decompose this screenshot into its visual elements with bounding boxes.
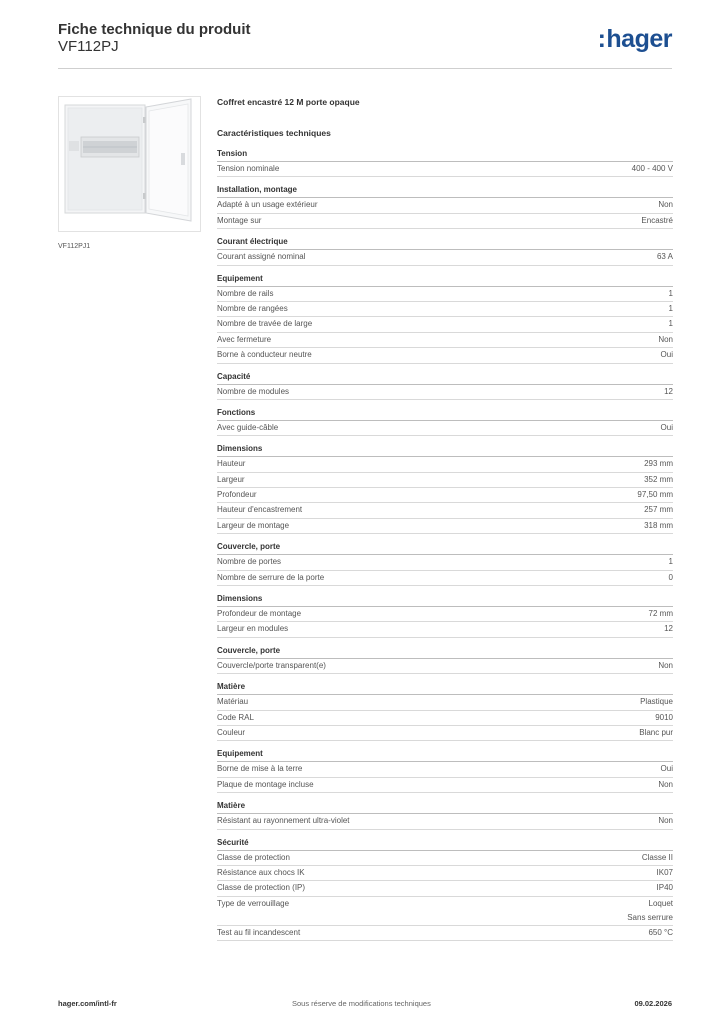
spec-value: 97,50 mm bbox=[637, 490, 673, 500]
spec-value: 72 mm bbox=[648, 609, 673, 619]
spec-group-title: Matière bbox=[217, 799, 673, 814]
spec-label: Hauteur bbox=[217, 459, 246, 469]
footer-notice: Sous réserve de modifications techniques bbox=[292, 999, 431, 1008]
spec-value: 400 - 400 V bbox=[631, 164, 673, 173]
spec-label: Classe de protection bbox=[217, 852, 290, 862]
spec-group-title: Dimensions bbox=[217, 592, 673, 607]
spec-label: Nombre de travée de large bbox=[217, 319, 313, 329]
spec-label: Nombre de serrure de la porte bbox=[217, 572, 325, 582]
spec-row bbox=[217, 302, 673, 317]
spec-group bbox=[217, 680, 673, 741]
spec-group-title: Fonctions bbox=[217, 406, 673, 421]
spec-row bbox=[217, 607, 673, 622]
spec-row bbox=[217, 214, 673, 229]
spec-label: Borne à conducteur neutre bbox=[217, 350, 312, 360]
spec-label: Adapté à un usage extérieur bbox=[217, 200, 318, 210]
spec-value: Oui bbox=[660, 764, 673, 774]
section-heading: Caractéristiques techniques bbox=[217, 128, 331, 138]
spec-group-title: Equipement bbox=[217, 747, 673, 762]
specification-table bbox=[217, 95, 673, 941]
spec-group bbox=[217, 592, 673, 638]
spec-group-title: Couvercle, porte bbox=[217, 540, 673, 555]
spec-group bbox=[217, 406, 673, 436]
spec-value: 0 bbox=[668, 572, 673, 582]
spec-value: 1 bbox=[668, 557, 673, 567]
image-caption: VF112PJ1 bbox=[58, 243, 91, 250]
spec-value: Non bbox=[658, 200, 673, 210]
spec-row bbox=[217, 457, 673, 472]
spec-label: Nombre de modules bbox=[217, 386, 290, 396]
spec-label: Largeur bbox=[217, 474, 245, 484]
spec-label: Profondeur bbox=[217, 490, 257, 500]
spec-value: Encastré bbox=[641, 215, 673, 225]
product-reference: VF112PJ bbox=[58, 38, 119, 55]
spec-value: IK07 bbox=[656, 867, 673, 877]
footer-date: 09.02.2026 bbox=[634, 999, 672, 1008]
spec-group bbox=[217, 836, 673, 942]
spec-label: Code RAL bbox=[217, 712, 254, 722]
spec-group-title: Couvercle, porte bbox=[217, 644, 673, 659]
spec-row bbox=[217, 622, 673, 637]
spec-row bbox=[217, 711, 673, 726]
spec-row bbox=[217, 866, 673, 881]
spec-group-title: Matière bbox=[217, 680, 673, 695]
spec-row bbox=[217, 926, 673, 941]
spec-row bbox=[217, 555, 673, 570]
spec-value: 293 mm bbox=[644, 459, 673, 469]
spec-value: 63 A bbox=[656, 252, 673, 262]
spec-group bbox=[217, 147, 673, 177]
spec-value: 257 mm bbox=[644, 505, 673, 515]
spec-group bbox=[217, 747, 673, 793]
product-name: Coffret encastré 12 M porte opaque bbox=[217, 97, 360, 107]
spec-value: Oui bbox=[660, 350, 673, 360]
spec-row bbox=[217, 762, 673, 777]
spec-row bbox=[217, 519, 673, 534]
spec-value: Classe II bbox=[641, 852, 673, 862]
enclosure-product-photo-icon bbox=[59, 97, 200, 231]
spec-label: Nombre de rangées bbox=[217, 303, 288, 313]
spec-value: IP40 bbox=[656, 883, 673, 893]
hager-logo bbox=[598, 27, 672, 52]
spec-row bbox=[217, 488, 673, 503]
spec-label: Matériau bbox=[217, 697, 249, 707]
spec-row bbox=[217, 695, 673, 710]
spec-group-title: Courant électrique bbox=[217, 235, 673, 250]
document-title: Fiche technique du produit bbox=[58, 21, 251, 38]
spec-group-title: Installation, montage bbox=[217, 183, 673, 198]
spec-label: Nombre de portes bbox=[217, 557, 282, 567]
spec-group-title: Dimensions bbox=[217, 442, 673, 457]
spec-row bbox=[217, 317, 673, 332]
spec-value: Non bbox=[658, 334, 673, 344]
spec-value: Loquet Sans serrure bbox=[627, 898, 673, 922]
spec-label: Classe de protection (IP) bbox=[217, 883, 306, 893]
spec-value: 318 mm bbox=[644, 520, 673, 530]
spec-label: Type de verrouillage bbox=[217, 898, 290, 908]
spec-row bbox=[217, 726, 673, 741]
spec-label: Montage sur bbox=[217, 215, 262, 225]
spec-value: 12 bbox=[664, 386, 673, 396]
spec-label: Résistant au rayonnement ultra-violet bbox=[217, 816, 350, 826]
spec-groups bbox=[217, 147, 673, 941]
spec-group bbox=[217, 540, 673, 586]
spec-label: Plaque de montage incluse bbox=[217, 779, 314, 789]
spec-label: Courant assigné nominal bbox=[217, 252, 306, 262]
spec-row bbox=[217, 814, 673, 829]
footer-website: hager.com/intl-fr bbox=[58, 999, 117, 1008]
spec-value: Blanc pur bbox=[639, 727, 673, 737]
spec-label: Largeur en modules bbox=[217, 624, 289, 634]
spec-label: Nombre de rails bbox=[217, 288, 274, 298]
spec-value: Oui bbox=[660, 422, 673, 432]
spec-label: Couleur bbox=[217, 727, 246, 737]
spec-label: Avec guide-câble bbox=[217, 422, 279, 432]
spec-row bbox=[217, 421, 673, 436]
logo-colon-icon: : bbox=[597, 25, 606, 53]
spec-value: Non bbox=[658, 779, 673, 789]
spec-value: 1 bbox=[668, 288, 673, 298]
spec-row bbox=[217, 473, 673, 488]
spec-group-title: Equipement bbox=[217, 272, 673, 287]
spec-group bbox=[217, 272, 673, 364]
spec-row bbox=[217, 348, 673, 363]
spec-label: Test au fil incandescent bbox=[217, 927, 301, 937]
spec-value: 12 bbox=[664, 624, 673, 634]
spec-row bbox=[217, 162, 673, 177]
spec-label: Résistance aux chocs IK bbox=[217, 867, 305, 877]
spec-row bbox=[217, 503, 673, 518]
spec-group bbox=[217, 235, 673, 265]
spec-row bbox=[217, 385, 673, 400]
spec-label: Largeur de montage bbox=[217, 520, 290, 530]
spec-value: 352 mm bbox=[644, 474, 673, 484]
header-divider bbox=[58, 68, 672, 69]
logo-wordmark: hager bbox=[606, 25, 672, 53]
spec-row bbox=[217, 250, 673, 265]
spec-group bbox=[217, 442, 673, 534]
spec-row bbox=[217, 287, 673, 302]
spec-label: Profondeur de montage bbox=[217, 609, 302, 619]
product-image bbox=[58, 96, 201, 232]
spec-row bbox=[217, 881, 673, 896]
spec-value: 1 bbox=[668, 303, 673, 313]
spec-label: Couvercle/porte transparent(e) bbox=[217, 660, 326, 670]
spec-row bbox=[217, 333, 673, 348]
spec-group-title: Sécurité bbox=[217, 836, 673, 851]
spec-label: Avec fermeture bbox=[217, 334, 272, 344]
spec-value: 650 °C bbox=[648, 927, 673, 937]
spec-value: 1 bbox=[668, 319, 673, 329]
spec-value: Non bbox=[658, 816, 673, 826]
spec-row bbox=[217, 571, 673, 586]
spec-row bbox=[217, 198, 673, 213]
spec-row bbox=[217, 778, 673, 793]
spec-value: 9010 bbox=[655, 712, 673, 722]
spec-label: Borne de mise à la terre bbox=[217, 764, 303, 774]
spec-row bbox=[217, 659, 673, 674]
spec-group bbox=[217, 183, 673, 229]
spec-group-title: Tension bbox=[217, 147, 673, 162]
spec-value: Non bbox=[658, 660, 673, 670]
spec-row bbox=[217, 851, 673, 866]
spec-group bbox=[217, 799, 673, 829]
spec-value: Plastique bbox=[640, 697, 673, 707]
spec-group bbox=[217, 370, 673, 400]
spec-label: Tension nominale bbox=[217, 164, 280, 173]
spec-group-title: Capacité bbox=[217, 370, 673, 385]
spec-label: Hauteur d'encastrement bbox=[217, 505, 303, 515]
spec-row bbox=[217, 897, 673, 926]
spec-group bbox=[217, 644, 673, 674]
